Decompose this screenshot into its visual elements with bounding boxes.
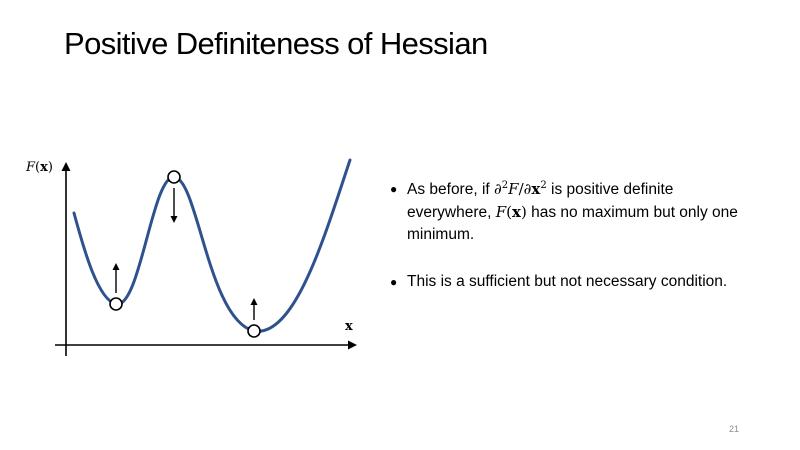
- bullet-icon: ●: [390, 182, 398, 196]
- right-minimum-point: [248, 325, 260, 337]
- function-expression: F(x): [495, 203, 527, 221]
- bullet-item: ● As before, if $\partial^2F/\partial x^2$ is positive definite everywhere, F(x) has no maximum but only one minimum.: [390, 180, 738, 243]
- slide-title: Positive Definiteness of Hessian: [64, 26, 488, 61]
- x-axis-label: x: [345, 319, 353, 334]
- hessian-expression: $\partial^2F/\partial x^2$: [494, 180, 547, 198]
- bullet-list: [390, 178, 740, 293]
- bullet-icon: ●: [390, 275, 398, 289]
- y-axis-arrowhead: [62, 162, 71, 171]
- local-maximum-point: [168, 171, 180, 183]
- x-axis-arrowhead: [348, 341, 357, 350]
- bullet-item: ● This is a sufficient but not necessary condition.: [390, 271, 740, 293]
- left-local-minimum-point: [110, 298, 122, 310]
- down-arrow-maximum: [171, 188, 178, 223]
- y-axis-label: F(x): [26, 160, 53, 175]
- up-arrow-left-minimum: [113, 263, 120, 293]
- up-arrow-right-minimum: [251, 298, 258, 320]
- page-number: 21: [729, 424, 740, 434]
